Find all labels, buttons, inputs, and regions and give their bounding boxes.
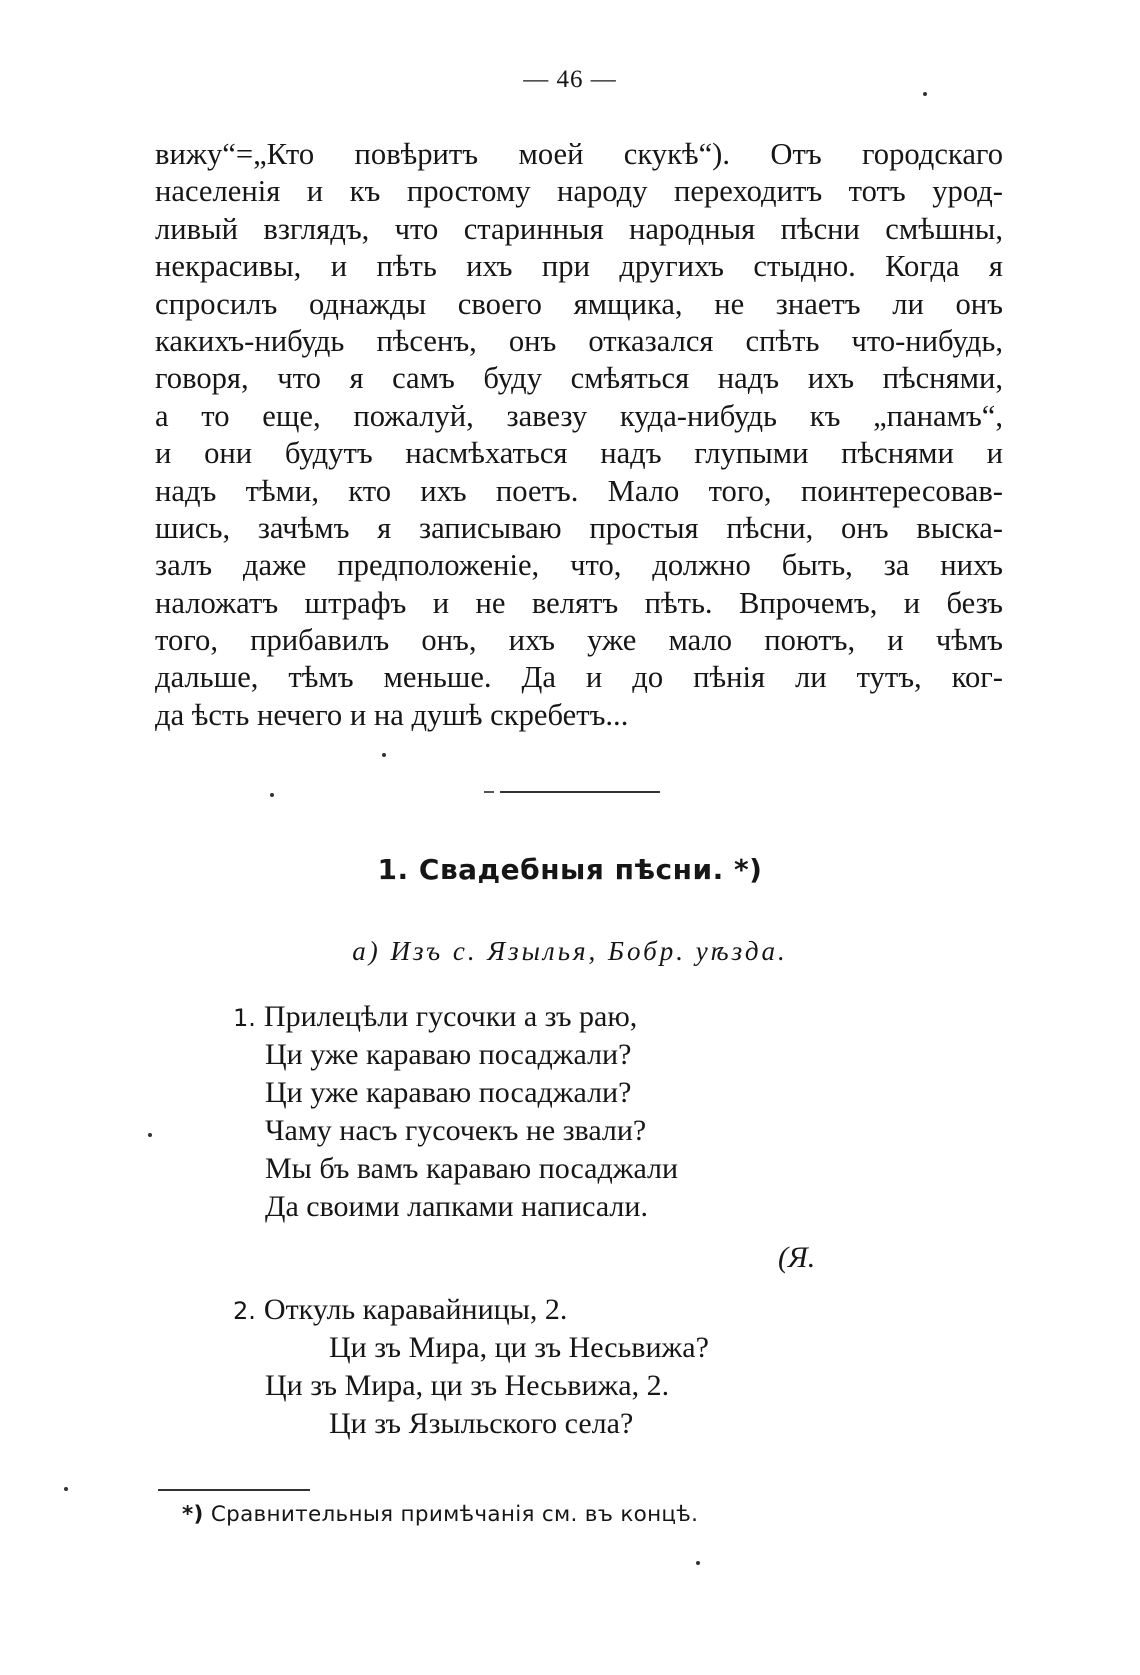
prose-line: какихъ-нибудь пѣсенъ, онъ отказался спѣть что-нибудь, [155,323,1003,358]
song-line: Да своими лапками написали. [265,1190,648,1223]
song-first-line: Откуль каравайницы, 2. [263,1293,568,1326]
section-subheading: а) Изъ с. Язылья, Бобр. уѣзда. [352,936,788,966]
page-number: — 46 — [523,66,617,93]
prose-line: шись, зачѣмъ я записываю простыя пѣсни, онъ выска- [155,510,1003,545]
footnote-mark: *) [182,1502,204,1527]
print-speck [382,753,386,757]
prose-line: вижу“=„Кто повѣритъ моей скукѣ“). Отъ городскаго [155,137,1003,171]
print-speck [148,1133,152,1137]
song-line: Чаму насъ гусочекъ не звали? [265,1114,647,1147]
print-speck [696,1561,700,1565]
prose-line: спросилъ однажды своего ямщика, не знаетъ ли онъ [155,286,1003,321]
song-source-marker: (Я. [778,1241,816,1274]
prose-line: залъ даже предположеніе, что, должно быть, за нихъ [155,548,1003,583]
song-line: Ци уже караваю посаджали? [265,1076,632,1109]
print-speck [923,92,927,96]
print-speck [64,1487,68,1491]
prose-line: ливый взглядъ, что старинныя народныя пѣсни смѣшны, [155,211,1003,246]
prose-paragraph [155,136,1003,734]
song-line: Мы бъ вамъ караваю посаджали [265,1152,679,1185]
prose-line: да ѣсть нечего и на душѣ скребетъ... [155,697,629,732]
prose-line: говоря, что я самъ буду смѣяться надъ ихъ пѣснями, [155,361,1003,396]
song-line [233,1291,709,1329]
song-line: Ци зъ Мира, ци зъ Несьвижа, 2. [265,1369,670,1402]
song-line: Ци зъ Языльского села? [329,1407,634,1440]
prose-line: дальше, тѣмъ меньше. Да и до пѣнія ли тутъ, ког- [155,660,1003,695]
song-line [233,998,678,1036]
prose-line: того, прибавилъ онъ, ихъ уже мало поютъ, и чѣмъ [155,623,1003,658]
song-line: Ци зъ Мира, ци зъ Несьвижа? [329,1331,709,1364]
prose-line: некрасивы, и пѣть ихъ при другихъ стыдно. Когда я [155,249,1003,284]
prose-line: населенія и къ простому народу переходитъ тотъ урод- [155,174,1003,209]
prose-line: наложатъ штрафъ и не велятъ пѣть. Впрочемъ, и безъ [155,585,1003,620]
song-line: Ци уже караваю посаджали? [265,1038,632,1071]
prose-line: надъ тѣми, кто ихъ поетъ. Мало того, поинтересовав- [155,473,1003,508]
footnote-rule [158,1489,310,1491]
footnote-text: Сравнительныя примѣчанія см. въ концѣ. [210,1502,699,1527]
song-number: 2. [233,1297,256,1325]
song-1 [233,998,678,1226]
print-speck [270,793,274,797]
prose-line: а то еще, пожалуй, завезу куда-нибудь къ „панамъ“, [155,398,1003,433]
song-first-line: Прилецѣли гусочки а зъ раю, [263,1000,638,1033]
song-2 [233,1291,709,1443]
song-number: 1. [233,1004,256,1032]
footnote [182,1502,698,1527]
section-divider [500,791,660,793]
section-heading: 1. Свадебныя пѣсни. *) [377,853,763,886]
prose-line: и они будутъ насмѣхаться надъ глупыми пѣснями и [155,436,1003,471]
